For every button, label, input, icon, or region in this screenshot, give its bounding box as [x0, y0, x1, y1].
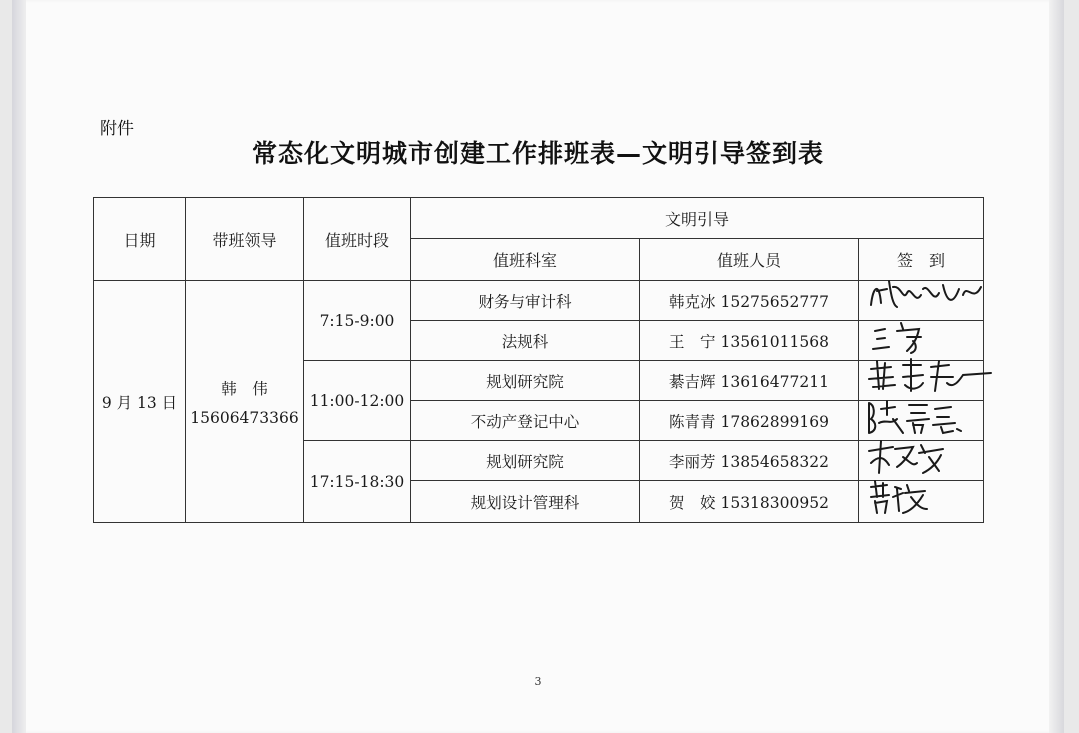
header-sign: 签 到: [859, 239, 984, 281]
page-edge-shadow-right: [1049, 0, 1064, 733]
document-title: 常态化文明城市创建工作排班表—文明引导签到表: [251, 139, 824, 168]
signature-cell: [859, 481, 984, 523]
time-slot-cell: 17:15-18:30: [304, 441, 411, 523]
handwritten-signature: [863, 315, 983, 355]
staff-cell: 綦吉辉 13616477211: [640, 361, 859, 401]
staff-cell: 韩克冰 15275652777: [640, 281, 859, 321]
header-staff: 值班人员: [640, 239, 859, 281]
staff-cell: 李丽芳 13854658322: [640, 441, 859, 481]
duty-roster-table: [93, 197, 984, 523]
handwritten-signature: [863, 355, 993, 395]
leader-phone: 15606473366: [190, 408, 299, 427]
header-time-slot: 值班时段: [304, 198, 411, 281]
header-department: 值班科室: [411, 239, 640, 281]
attachment-label: 附件: [100, 119, 134, 139]
header-leader: 带班领导: [186, 198, 304, 281]
department-cell: 规划研究院: [411, 441, 640, 481]
leader-name: 韩 伟: [221, 379, 268, 398]
department-cell: 规划设计管理科: [411, 481, 640, 523]
page-edge-shadow: [12, 0, 26, 733]
staff-cell: 贺 姣 15318300952: [640, 481, 859, 523]
handwritten-signature: [863, 275, 993, 315]
table-row: [94, 281, 984, 321]
time-slot-cell: 7:15-9:00: [304, 281, 411, 361]
handwritten-signature: [863, 435, 973, 475]
department-cell: 规划研究院: [411, 361, 640, 401]
page-number: 3: [534, 675, 542, 688]
header-row-1: [94, 198, 984, 239]
department-cell: 财务与审计科: [411, 281, 640, 321]
leader-cell: [186, 281, 304, 523]
document-page: [12, 0, 1064, 733]
header-group: 文明引导: [411, 198, 984, 239]
staff-cell: 王 宁 13561011568: [640, 321, 859, 361]
handwritten-signature: [863, 395, 983, 435]
header-date: 日期: [94, 198, 186, 281]
handwritten-signature: [863, 475, 953, 515]
time-slot-cell: 11:00-12:00: [304, 361, 411, 441]
staff-cell: 陈青青 17862899169: [640, 401, 859, 441]
date-cell: 9 月 13 日: [94, 281, 186, 523]
department-cell: 不动产登记中心: [411, 401, 640, 441]
department-cell: 法规科: [411, 321, 640, 361]
